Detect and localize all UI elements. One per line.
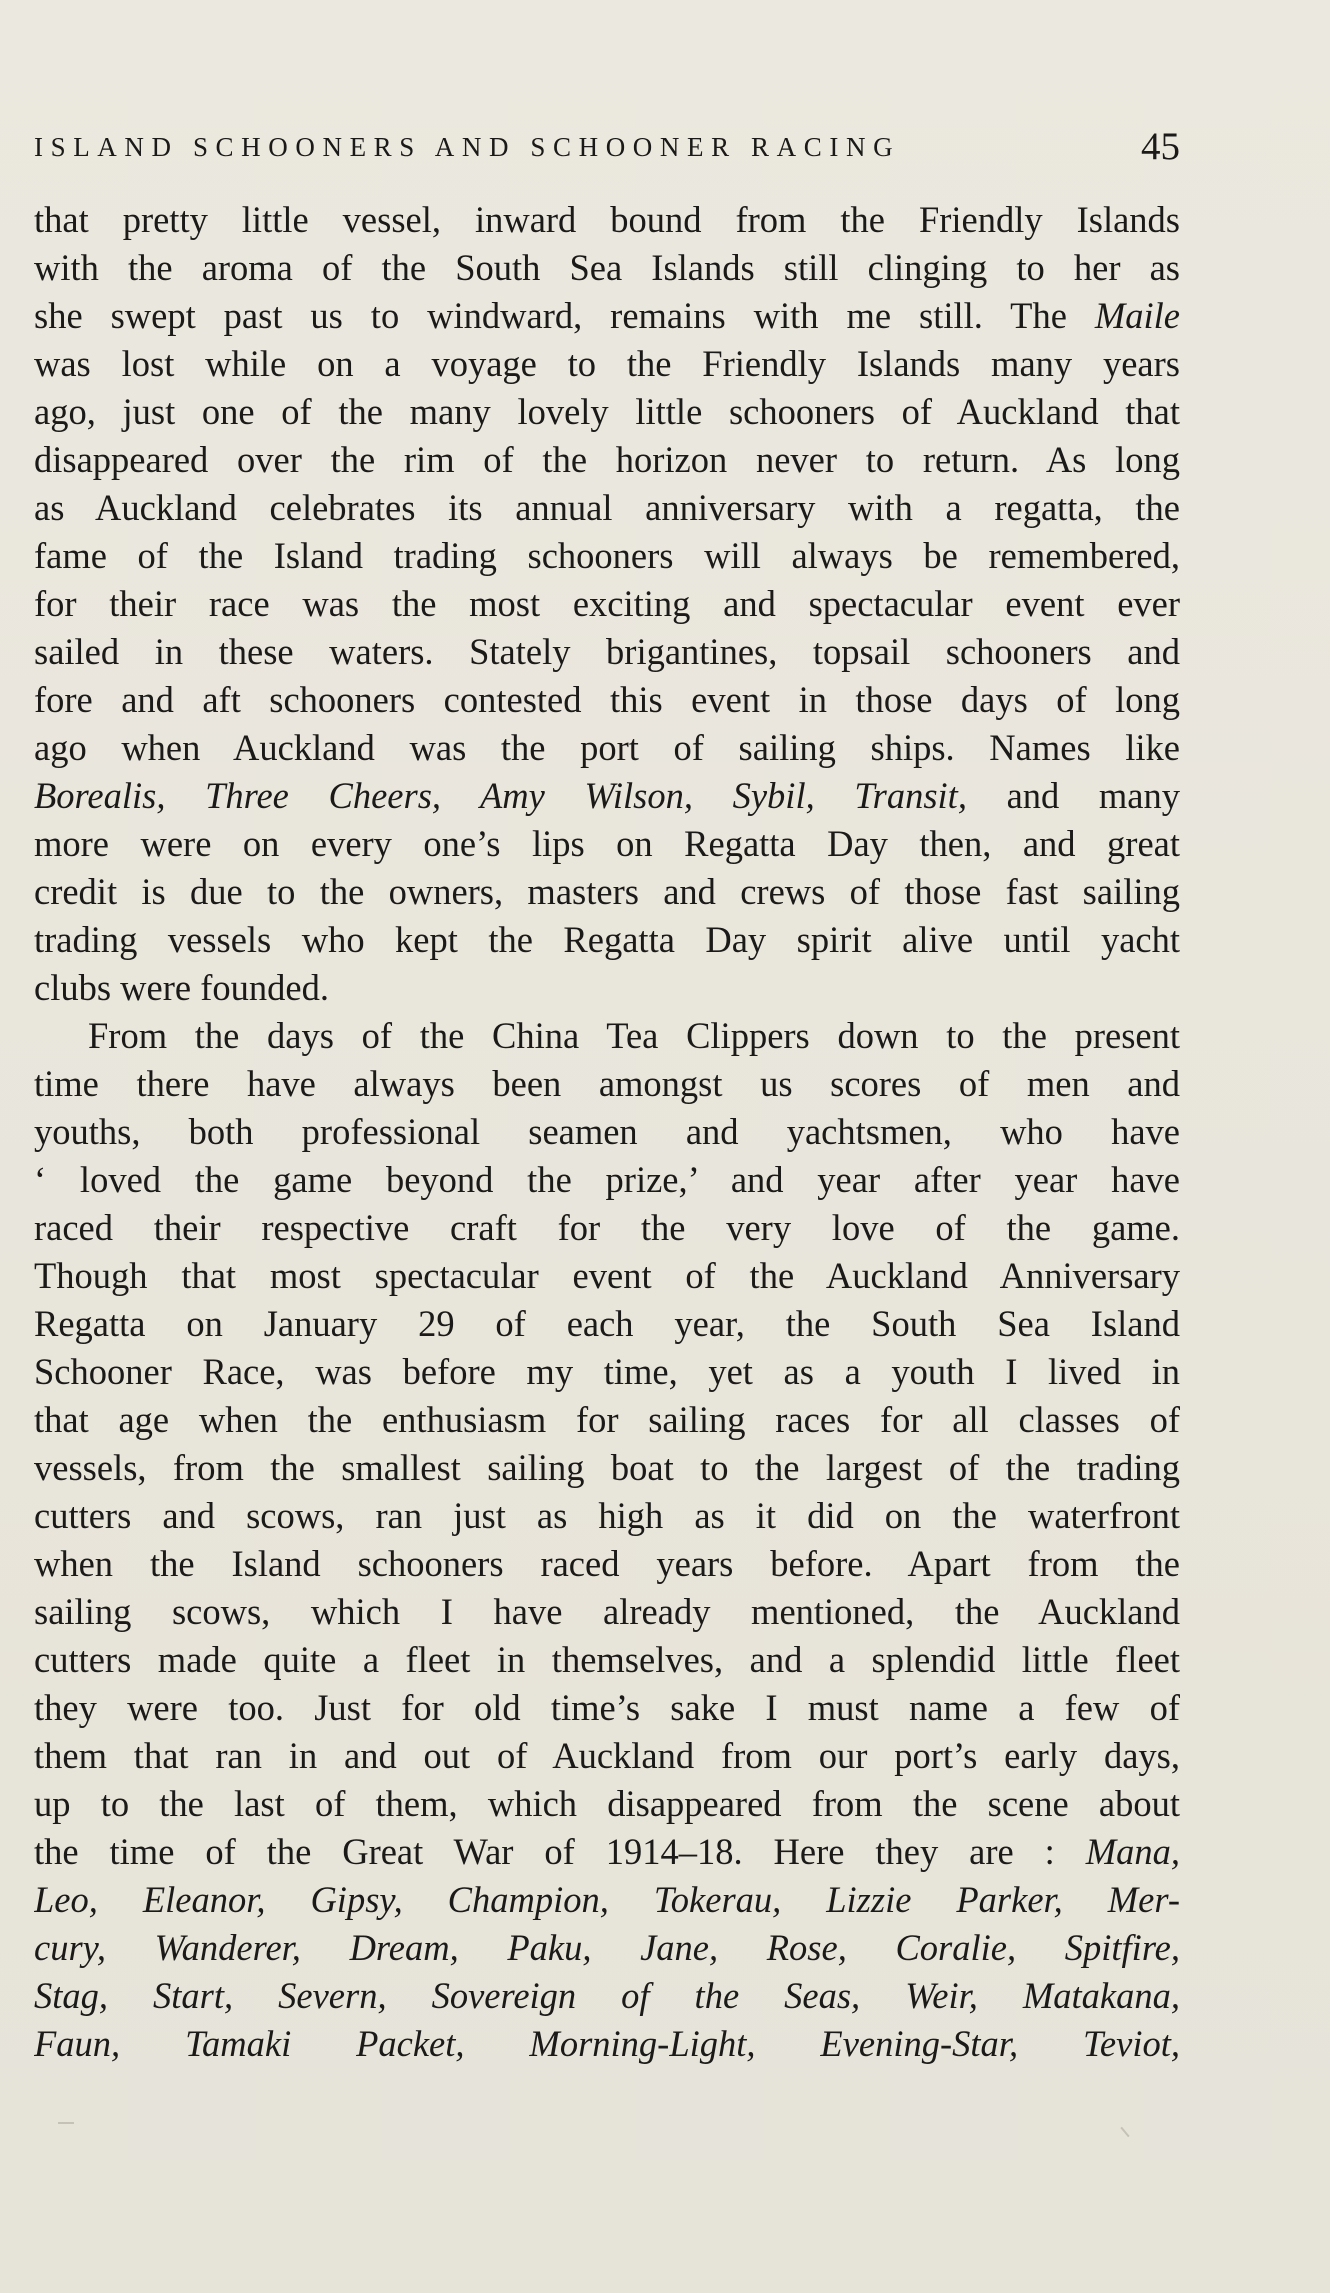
running-head (34, 124, 1180, 176)
text-line (34, 388, 1180, 436)
text-segment: that age when the enthusiasm for sailing races for all classes of (34, 1399, 1180, 1440)
text-segment: trading vessels who kept the Regatta Day spirit alive until yacht (34, 919, 1180, 960)
text-segment: more were on every one’s lips on Regatta Day then, and great (34, 823, 1180, 864)
text-segment: clubs were founded. (34, 967, 329, 1008)
text-line (34, 1300, 1180, 1348)
text-line (34, 1780, 1180, 1828)
text-line (34, 244, 1180, 292)
text-segment: up to the last of them, which disappeared from the scene about (34, 1783, 1180, 1824)
text-segment: ago when Auckland was the port of sailing ships. Names like (34, 727, 1180, 768)
text-segment: the time of the Great War of 1914–18. Here they are : (34, 1831, 1086, 1872)
text-line (34, 1972, 1180, 2020)
text-line (34, 292, 1180, 340)
italic-vessel-name: cury, Wanderer, Dream, Paku, Jane, Rose, Coralie, Spitfire, (34, 1927, 1180, 1968)
text-line (34, 1060, 1180, 1108)
text-line (34, 1636, 1180, 1684)
text-line (34, 628, 1180, 676)
paper-speck (1120, 2127, 1129, 2137)
text-line (34, 1252, 1180, 1300)
text-line (34, 1012, 1180, 1060)
text-line (34, 676, 1180, 724)
text-segment: sailed in these waters. Stately brigantines, topsail schooners and (34, 631, 1180, 672)
text-segment: raced their respective craft for the very love of the game. (34, 1207, 1180, 1248)
text-line (34, 1684, 1180, 1732)
text-line (34, 1444, 1180, 1492)
text-segment: when the Island schooners raced years before. Apart from the (34, 1543, 1180, 1584)
text-line (34, 1828, 1180, 1876)
running-head-title: ISLAND SCHOONERS AND SCHOONER RACING (34, 132, 901, 162)
text-line (34, 436, 1180, 484)
text-segment: cutters and scows, ran just as high as it did on the waterfront (34, 1495, 1180, 1536)
text-segment: ago, just one of the many lovely little schooners of Auckland that (34, 391, 1180, 432)
italic-vessel-name: Leo, Eleanor, Gipsy, Champion, Tokerau, Lizzie Parker, Mer- (34, 1879, 1180, 1920)
text-line (34, 1492, 1180, 1540)
text-segment: disappeared over the rim of the horizon never to return. As long (34, 439, 1180, 480)
text-segment: youths, both professional seamen and yachtsmen, who have (34, 1111, 1180, 1152)
text-segment: that pretty little vessel, inward bound from the Friendly Islands (34, 199, 1180, 240)
italic-vessel-name: Borealis, Three Cheers, Amy Wilson, Sybil, Transit, (34, 775, 967, 816)
text-line (34, 1108, 1180, 1156)
text-line (34, 1348, 1180, 1396)
text-line (34, 868, 1180, 916)
text-segment: time there have always been amongst us scores of men and (34, 1063, 1180, 1104)
text-segment: credit is due to the owners, masters and crews of those fast sailing (34, 871, 1180, 912)
text-line (34, 1396, 1180, 1444)
body-text (34, 196, 1180, 2068)
italic-vessel-name: Faun, Tamaki Packet, Morning-Light, Evening-Star, Teviot, (34, 2023, 1180, 2064)
text-segment: she swept past us to windward, remains with me still. The (34, 295, 1095, 336)
text-line (34, 1588, 1180, 1636)
text-segment: fore and aft schooners contested this event in those days of long (34, 679, 1180, 720)
paper-speck (58, 2122, 74, 2124)
italic-vessel-name: Maile (1094, 295, 1180, 336)
text-line (34, 2020, 1180, 2068)
text-line (34, 1924, 1180, 1972)
text-segment: ‘ loved the game beyond the prize,’ and year after year have (34, 1159, 1180, 1200)
text-line (34, 1732, 1180, 1780)
text-segment: they were too. Just for old time’s sake I must name a few of (34, 1687, 1180, 1728)
text-segment: Though that most spectacular event of the Auckland Anniversary (34, 1255, 1180, 1296)
text-segment: Schooner Race, was before my time, yet as a youth I lived in (34, 1351, 1180, 1392)
text-segment: cutters made quite a fleet in themselves, and a splendid little fleet (34, 1639, 1180, 1680)
text-line (34, 1204, 1180, 1252)
italic-vessel-name: Mana, (1085, 1831, 1180, 1872)
text-line (34, 1540, 1180, 1588)
text-segment: fame of the Island trading schooners will always be remembered, (34, 535, 1180, 576)
text-segment: with the aroma of the South Sea Islands still clinging to her as (34, 247, 1180, 288)
page-number: 45 (1141, 125, 1180, 168)
text-line (34, 916, 1180, 964)
text-segment: and many (966, 775, 1180, 816)
text-segment: From the days of the China Tea Clippers down to the present (88, 1015, 1180, 1056)
text-line (34, 772, 1180, 820)
text-segment: them that ran in and out of Auckland from our port’s early days, (34, 1735, 1180, 1776)
text-line (34, 340, 1180, 388)
text-line (34, 820, 1180, 868)
text-line (34, 484, 1180, 532)
text-segment: was lost while on a voyage to the Friendly Islands many years (34, 343, 1180, 384)
text-line (34, 532, 1180, 580)
text-segment: sailing scows, which I have already mentioned, the Auckland (34, 1591, 1180, 1632)
text-line (34, 724, 1180, 772)
text-line (34, 580, 1180, 628)
text-segment: for their race was the most exciting and spectacular event ever (34, 583, 1180, 624)
italic-vessel-name: Stag, Start, Severn, Sovereign of the Seas, Weir, Matakana, (34, 1975, 1180, 2016)
text-segment: vessels, from the smallest sailing boat to the largest of the trading (34, 1447, 1180, 1488)
text-line (34, 1876, 1180, 1924)
text-line (34, 196, 1180, 244)
text-segment: Regatta on January 29 of each year, the South Sea Island (34, 1303, 1180, 1344)
text-segment: as Auckland celebrates its annual anniversary with a regatta, the (34, 487, 1180, 528)
text-line (34, 964, 1180, 1012)
text-line (34, 1156, 1180, 1204)
